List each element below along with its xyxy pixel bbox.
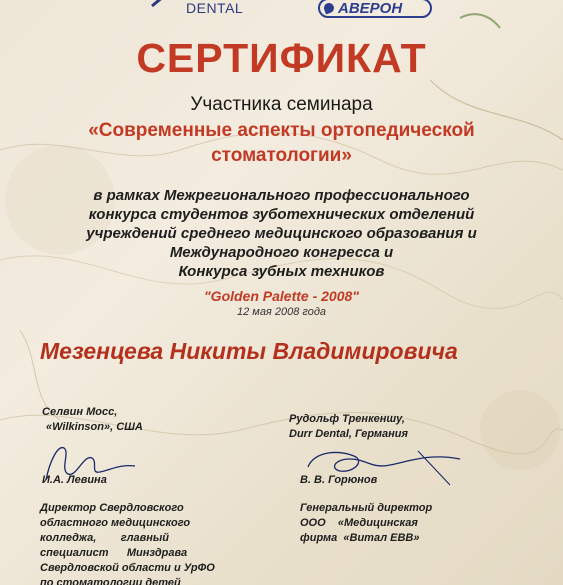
framework-line: Международного конгресса и (169, 244, 394, 261)
recipient-name: Мезенцева Никиты Владимировича (40, 338, 458, 364)
framework-text (0, 186, 563, 281)
signatory-line: специалист Минздрава (40, 547, 188, 559)
signatory-line: Директор Свердловского (40, 502, 184, 514)
signatory-line: колледжа, главный (40, 532, 169, 544)
averon-logo (318, 0, 432, 18)
signatory-top-right (289, 412, 408, 442)
seminar-title (0, 118, 563, 168)
signatory-line: Durr Dental, Германия (289, 428, 409, 440)
signatory-line: по стоматологии детей (40, 577, 181, 585)
signatory-title-right (300, 501, 432, 546)
signatory-line: фирма «Витал ЕВВ» (300, 532, 420, 544)
signatory-name-right: В. В. Горюнов (300, 474, 378, 486)
signatory-line: Генеральный директор (300, 502, 433, 514)
signatory-top-left (42, 405, 143, 435)
framework-line: в рамках Межрегионального профессионального (93, 187, 470, 204)
signatory-line: «Wilkinson», США (46, 421, 143, 433)
dental-logo-mark (150, 0, 184, 8)
signatory-title-left (40, 501, 215, 585)
dental-logo-text: DENTAL (186, 0, 244, 16)
averon-logo-text: АВЕРОН (338, 0, 403, 17)
framework-line: Конкурса зубных техников (178, 263, 385, 280)
signatory-line: Свердловской области и УрФО (40, 562, 215, 574)
framework-line: конкурса студентов зуботехнических отделений (88, 206, 475, 223)
signatory-name-left: И.А. Левина (42, 474, 107, 486)
signatory-line: ООО «Медицинская (300, 517, 418, 529)
averon-logo-icon (323, 2, 336, 15)
event-name: "Golden Palette - 2008" (204, 288, 359, 304)
signatory-line: Селвин Мосс, (42, 406, 118, 418)
signatory-line: Рудольф Тренкеншу, (289, 413, 405, 425)
seminar-title-line: «Современные аспекты ортопедической (88, 120, 475, 141)
framework-line: учреждений среднего медицинского образования и (86, 225, 477, 242)
event-date: 12 мая 2008 года (236, 306, 327, 318)
participant-line: Участника семинара (190, 94, 373, 115)
seminar-title-line: стоматологии» (211, 145, 352, 166)
certificate-title: СЕРТИФИКАТ (136, 35, 427, 81)
signatory-line: областного медицинского (40, 517, 191, 529)
